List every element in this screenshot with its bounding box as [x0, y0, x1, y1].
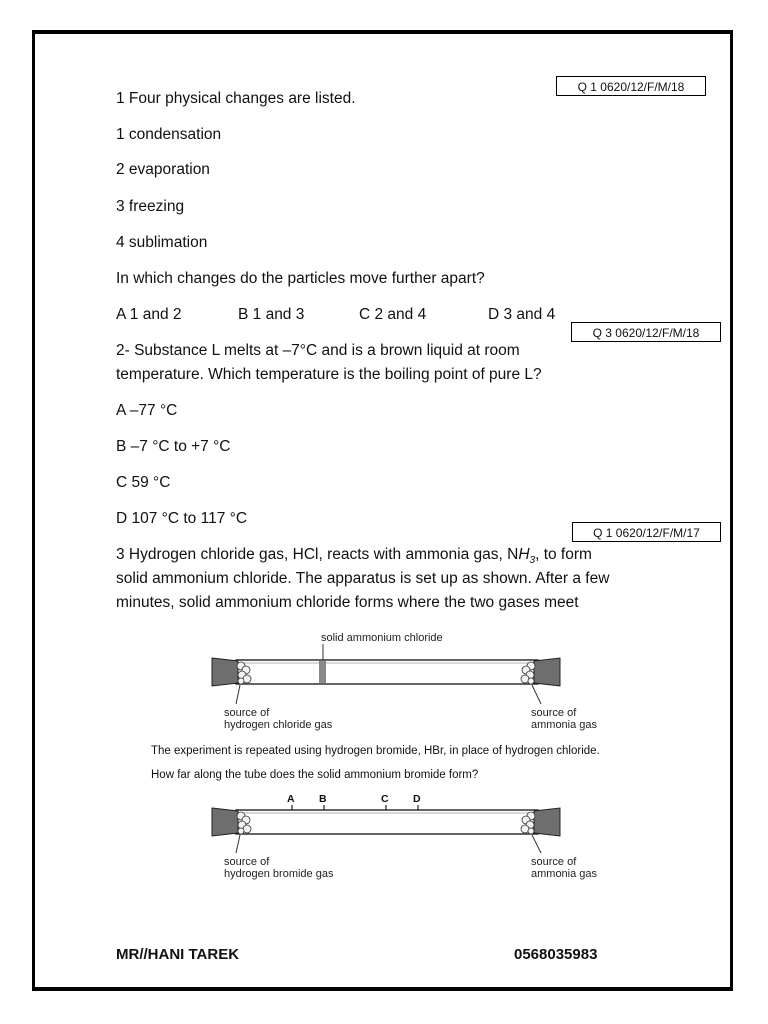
right-stopper — [534, 808, 560, 836]
q3-reference-box: Q 1 0620/12/F/M/17 — [572, 522, 721, 542]
q3-stem-text: 3 Hydrogen chloride gas, HCl, reacts with ammonia gas, N — [116, 546, 519, 563]
fig1-left-label-1: source of — [224, 707, 270, 719]
right-source-leader — [532, 835, 541, 853]
q3-stem-line-3: minutes, solid ammonium chloride forms where the two gases meet — [116, 594, 579, 611]
q1-item: 1 condensation — [116, 126, 222, 143]
q1-question: In which changes do the particles move further apart? — [116, 270, 485, 287]
footer-phone: 0568035983 — [514, 946, 598, 963]
q1-stem: 1 Four physical changes are listed. — [116, 90, 356, 107]
position-label-c: C — [381, 793, 389, 805]
position-label-a: A — [287, 793, 295, 805]
q3-sub-question: How far along the tube does the solid ammonium bromide form? — [151, 769, 479, 781]
q1-reference-box: Q 1 0620/12/F/M/18 — [556, 76, 706, 96]
q2-reference-box: Q 3 0620/12/F/M/18 — [571, 322, 721, 342]
q3-formula-subscript: 3 — [529, 555, 536, 567]
fig2-right-label-1: source of — [531, 856, 577, 868]
fig2-right-label-2: ammonia gas — [531, 868, 598, 880]
q1-item: 2 evaporation — [116, 161, 210, 178]
left-stopper — [212, 808, 238, 836]
q3-stem-text-end: , to form — [535, 546, 592, 563]
q3-repeat-text: The experiment is repeated using hydrogen bromide, HBr, in place of hydrogen chloride. — [151, 745, 600, 757]
q2-option-d: D 107 °C to 117 °C — [116, 510, 248, 527]
q1-option-d: D 3 and 4 — [488, 306, 556, 323]
q1-item: 4 sublimation — [116, 234, 208, 251]
q3-formula-h: H — [518, 546, 530, 563]
position-label-b: B — [319, 793, 327, 805]
footer-author: MR//HANI TAREK — [116, 946, 240, 963]
q1-option-a: A 1 and 2 — [116, 306, 182, 323]
q2-option-a: A –77 °C — [116, 402, 178, 419]
q1-item: 3 freezing — [116, 198, 185, 215]
fig2-left-label-2: hydrogen bromide gas — [224, 868, 334, 880]
q2-stem-line-1: 2- Substance L melts at –7°C and is a brown liquid at room — [116, 342, 520, 359]
glass-tube — [236, 810, 538, 834]
fig1-left-label-2: hydrogen chloride gas — [224, 719, 333, 731]
left-source-leader — [236, 835, 240, 853]
fig1-right-label-1: source of — [531, 707, 577, 719]
q3-stem-line-2: solid ammonium chloride. The apparatus is set up as shown. After a few — [116, 570, 610, 587]
q2-option-b: B –7 °C to +7 °C — [116, 438, 231, 455]
q1-option-c: C 2 and 4 — [359, 306, 427, 323]
product-label: solid ammonium chloride — [321, 632, 443, 644]
q2-stem-line-2: temperature. Which temperature is the boiling point of pure L? — [116, 366, 542, 383]
q2-option-c: C 59 °C — [116, 474, 171, 491]
fig1-right-label-2: ammonia gas — [531, 719, 598, 731]
q1-option-b: B 1 and 3 — [238, 306, 305, 323]
fig2-left-label-1: source of — [224, 856, 270, 868]
position-label-d: D — [413, 793, 421, 805]
